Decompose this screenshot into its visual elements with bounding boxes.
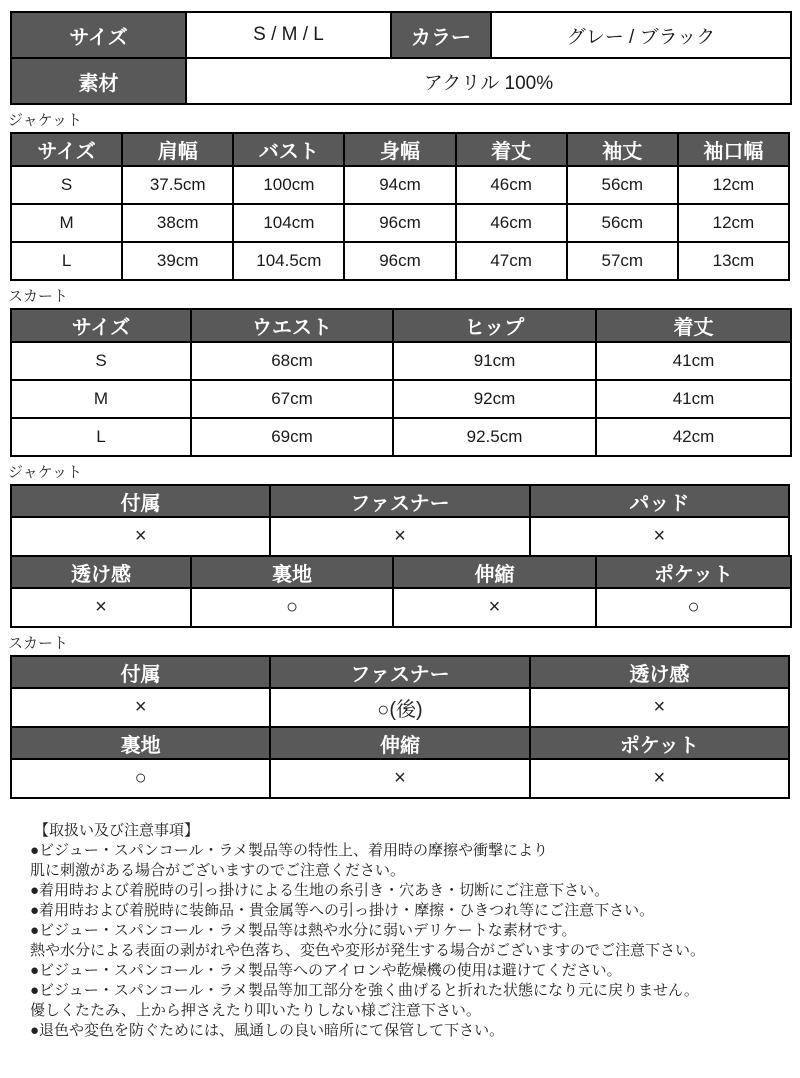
color-value-cell: グレー / ブラック [491,12,791,58]
header-cell-zipper: ファスナー [270,485,529,517]
value-cell: 92.5cm [393,418,596,456]
feature-mark-cell: × [530,517,789,556]
header-cell-hip: ヒップ [393,309,596,342]
table-row [11,517,789,556]
header-cell-lining: 裏地 [11,727,270,759]
header-cell-length: 着丈 [456,133,567,166]
value-cell: 46cm [456,204,567,242]
value-cell: 12cm [678,166,789,204]
table-header-row [11,656,789,688]
table-header-row [11,485,789,517]
value-cell: 13cm [678,242,789,280]
value-cell: 12cm [678,204,789,242]
table-row [11,204,789,242]
jacket-features-table-top [10,484,790,557]
value-cell: 67cm [191,380,393,418]
table-row [11,380,791,418]
feature-mark-cell: ○ [596,588,791,627]
header-cell-pocket: ポケット [596,556,791,588]
feature-mark-cell: × [11,588,191,627]
value-cell: 47cm [456,242,567,280]
value-cell: 37.5cm [122,166,233,204]
header-cell-size: サイズ [11,133,122,166]
header-cell-size: サイズ [11,309,191,342]
notes-line: ●ビジュー・スパンコール・ラメ製品等は熱や水分に弱いデリケートな素材です。 [30,922,577,939]
value-cell: 69cm [191,418,393,456]
table-row [11,588,791,627]
jacket-features-label: ジャケット [8,464,82,481]
info-table [10,11,792,105]
feature-mark-cell: ○ [191,588,393,627]
jacket-section-label: ジャケット [8,112,82,129]
value-cell: L [11,418,191,456]
table-header-row [11,556,791,588]
material-label-cell: 素材 [11,58,186,104]
value-cell: 100cm [233,166,344,204]
jacket-measurements-table [10,132,790,281]
table-row [11,342,791,380]
header-cell-sheerness: 透け感 [11,556,191,588]
feature-mark-cell: × [11,517,270,556]
value-cell: 91cm [393,342,596,380]
feature-mark-cell: × [530,759,789,798]
color-label-cell: カラー [391,12,491,58]
value-cell: 68cm [191,342,393,380]
header-cell-lining: 裏地 [191,556,393,588]
value-cell: M [11,204,122,242]
table-row [11,688,789,727]
value-cell: 94cm [344,166,455,204]
feature-mark-cell: ○(後) [270,688,529,727]
feature-mark-cell: × [270,517,529,556]
value-cell: S [11,342,191,380]
notes-line: ●退色や変色を防ぐためには、風通しの良い暗所にて保管して下さい。 [30,1022,505,1039]
header-cell-pad: パッド [530,485,789,517]
skirt-features-table-top [10,655,790,728]
value-cell: 39cm [122,242,233,280]
table-row [11,166,789,204]
value-cell: 46cm [456,166,567,204]
header-cell-sleeve: 袖丈 [567,133,678,166]
skirt-measurements-table [10,308,792,457]
value-cell: 56cm [567,166,678,204]
header-cell-accessories: 付属 [11,656,270,688]
value-cell: 57cm [567,242,678,280]
header-cell-accessories: 付属 [11,485,270,517]
value-cell: S [11,166,122,204]
value-cell: 96cm [344,242,455,280]
material-value-cell: アクリル 100% [186,58,791,104]
product-spec-page [0,11,800,1078]
feature-mark-cell: ○ [11,759,270,798]
header-cell-stretch: 伸縮 [270,727,529,759]
feature-mark-cell: × [393,588,596,627]
feature-mark-cell: × [530,688,789,727]
value-cell: 41cm [596,342,791,380]
notes-line: ●着用時および着脱時に装飾品・貴金属等への引っ掛け・摩擦・ひきつれ等にご注意下さい。 [30,902,655,919]
value-cell: 92cm [393,380,596,418]
header-cell-cuff: 袖口幅 [678,133,789,166]
header-cell-sheerness: 透け感 [530,656,789,688]
header-cell-zipper: ファスナー [270,656,529,688]
notes-line: ●ビジュー・スパンコール・ラメ製品等へのアイロンや乾燥機の使用は避けてください。 [30,962,622,979]
notes-title: 【取扱い及び注意事項】 [34,822,200,839]
size-label-cell: サイズ [11,12,186,58]
notes-line: 肌に刺激がある場合がございますのでご注意ください。 [30,862,406,879]
table-row [11,759,789,798]
skirt-features-table-bottom [10,726,790,799]
skirt-features-label: スカート [8,635,69,652]
header-cell-length: 着丈 [596,309,791,342]
table-header-row [11,133,789,166]
table-row [11,58,791,104]
value-cell: 42cm [596,418,791,456]
header-cell-body-width: 身幅 [344,133,455,166]
feature-mark-cell: × [270,759,529,798]
notes-line: ●ビジュー・スパンコール・ラメ製品等加工部分を強く曲げると折れた状態になり元に戻りません。 [30,982,699,999]
value-cell: 104cm [233,204,344,242]
value-cell: 104.5cm [233,242,344,280]
value-cell: L [11,242,122,280]
header-cell-shoulder: 肩幅 [122,133,233,166]
size-value-cell: S / M / L [186,12,391,58]
header-cell-pocket: ポケット [530,727,789,759]
notes-line: 熱や水分による表面の剥がれや色落ち、変色や変形が発生する場合がございますのでご注意下さい。 [30,942,706,959]
skirt-section-label: スカート [8,288,69,305]
notes-line: 優しくたたみ、上から押さえたり叩いたりしない様ご注意下さい。 [30,1002,481,1019]
value-cell: 56cm [567,204,678,242]
feature-mark-cell: × [11,688,270,727]
value-cell: M [11,380,191,418]
table-header-row [11,309,791,342]
notes-line: ●ビジュー・スパンコール・ラメ製品等の特性上、着用時の摩擦や衝撃により [30,842,549,859]
header-cell-stretch: 伸縮 [393,556,596,588]
table-row [11,242,789,280]
value-cell: 41cm [596,380,791,418]
header-cell-waist: ウエスト [191,309,393,342]
table-row [11,418,791,456]
table-row [11,12,791,58]
notes-line: ●着用時および着脱時の引っ掛けによる生地の糸引き・穴あき・切断にご注意下さい。 [30,882,610,899]
jacket-features-table-bottom [10,555,792,628]
value-cell: 96cm [344,204,455,242]
table-header-row [11,727,789,759]
care-notes [30,821,770,1041]
value-cell: 38cm [122,204,233,242]
header-cell-bust: バスト [233,133,344,166]
